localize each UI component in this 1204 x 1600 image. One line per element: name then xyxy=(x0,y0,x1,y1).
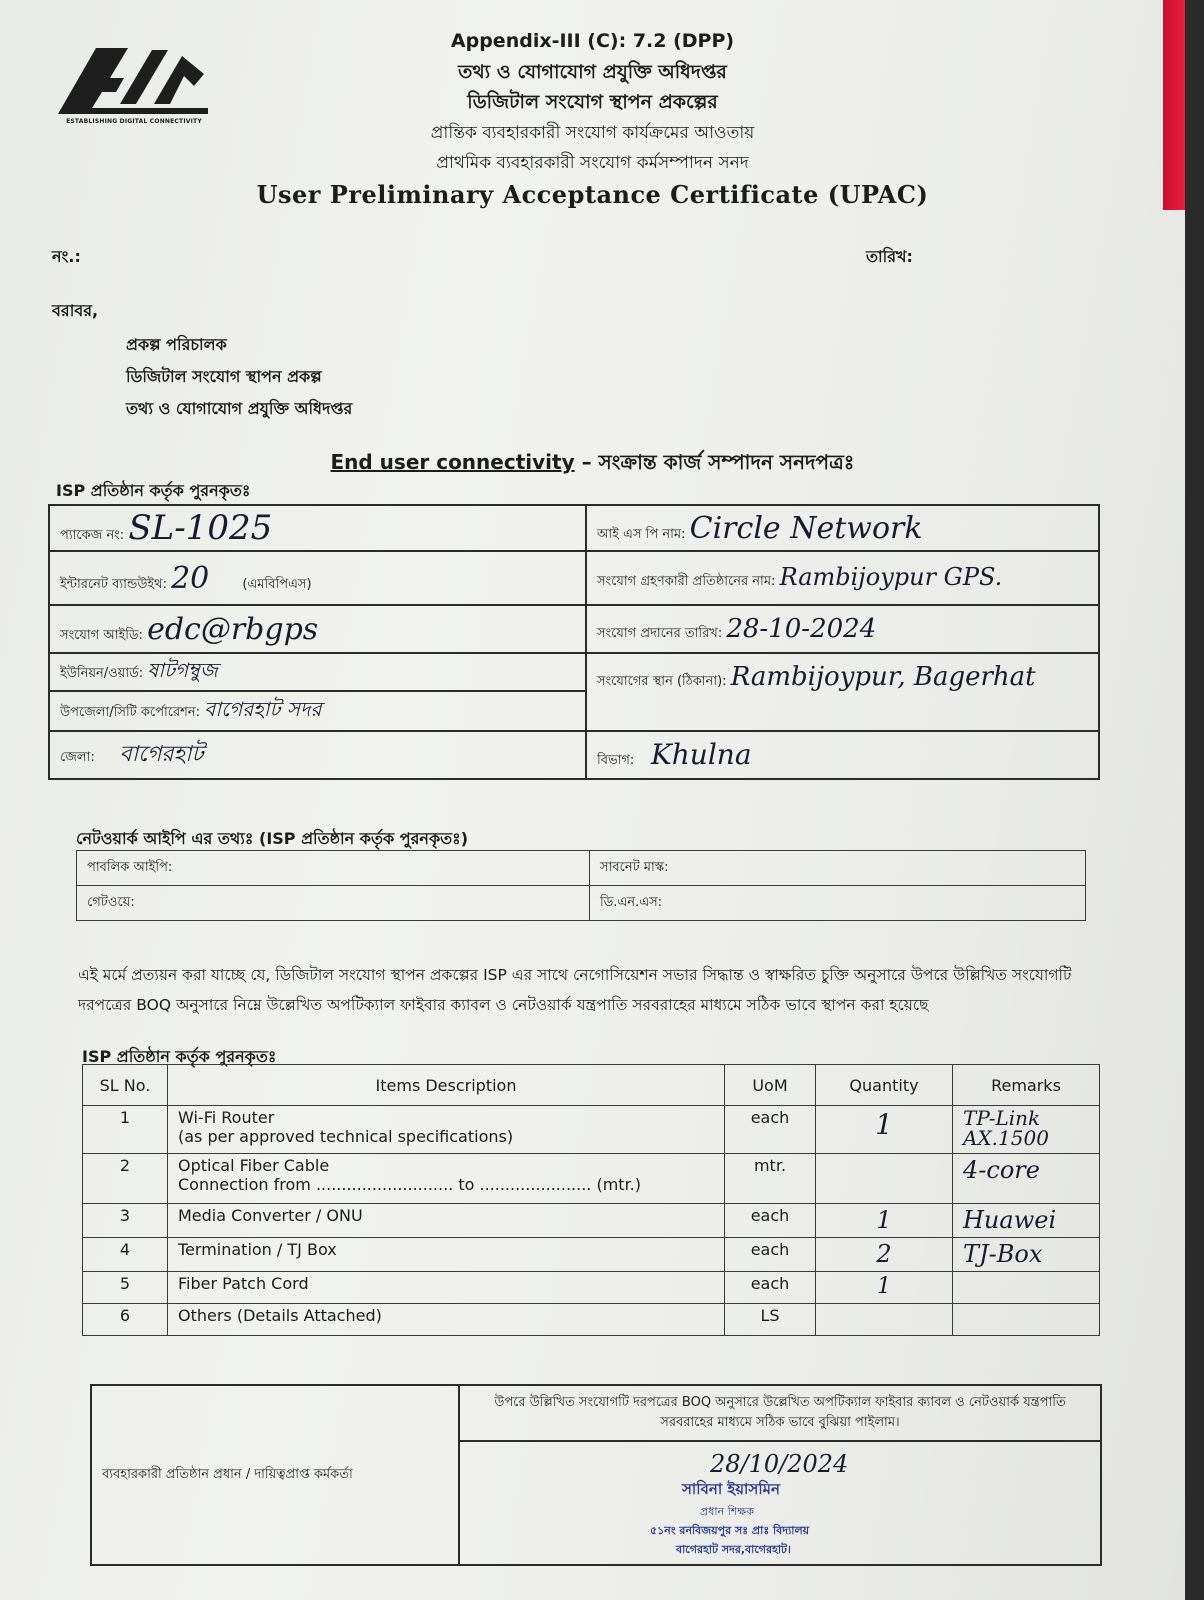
remarks-cell: Huawei xyxy=(953,1204,1100,1238)
col-quantity-header: Quantity xyxy=(816,1065,953,1106)
network-info-table xyxy=(76,850,1086,921)
description-cell xyxy=(168,1106,725,1154)
gateway-label: গেটওয়ে: xyxy=(77,886,590,921)
certificate-title: User Preliminary Acceptance Certificate (UPAC) xyxy=(256,180,929,209)
sl-cell: 6 xyxy=(83,1304,168,1336)
union-cell xyxy=(49,653,586,691)
signoff-left-label: ব্যবহারকারী প্রতিষ্ঠান প্রধান / দায়িত্বপ্রাপ্ত কর্মকর্তা xyxy=(91,1385,459,1565)
connection-date-label: সংযোগ প্রদানের তারিখ: xyxy=(597,625,723,641)
table-row xyxy=(83,1154,1100,1204)
subnet-label: সাবনেট মাস্ক: xyxy=(590,851,1086,886)
connection-id-cell xyxy=(49,605,586,653)
sl-cell: 4 xyxy=(83,1238,168,1272)
description-line-1: Optical Fiber Cable xyxy=(178,1156,330,1175)
district-label: জেলা: xyxy=(60,749,95,765)
package-value: SL-1025 xyxy=(128,508,273,548)
department-name: তথ্য ও যোগাযোগ প্রযুক্তি অধিদপ্তর xyxy=(458,61,727,83)
package-cell xyxy=(49,505,586,551)
uom-cell: each xyxy=(725,1204,816,1238)
description-cell xyxy=(168,1154,725,1204)
date-label: তারিখ: xyxy=(866,247,913,266)
uom-cell: LS xyxy=(725,1304,816,1336)
district-value: বাগেরহাট xyxy=(119,741,204,767)
recipient-value: Rambijoypur GPS. xyxy=(779,563,1003,591)
quantity-cell xyxy=(816,1304,953,1336)
logo-caption: ESTABLISHING DIGITAL CONNECTIVITY xyxy=(66,118,202,125)
remarks-cell xyxy=(953,1304,1100,1336)
address-label: সংযোগের স্থান (ঠিকানা): xyxy=(597,674,727,689)
description-cell: Termination / TJ Box xyxy=(168,1238,725,1272)
remarks-cell xyxy=(953,1272,1100,1304)
remarks-cell: 4-core xyxy=(953,1154,1100,1204)
col-sl-header: SL No. xyxy=(83,1065,168,1106)
description-cell: Others (Details Attached) xyxy=(168,1304,725,1336)
stamp-school: ৫১নং রনবিজয়পুর সঃ প্রাঃ বিদ্যালয় xyxy=(650,1524,810,1537)
remarks-cell: TP-Link AX.1500 xyxy=(953,1106,1100,1154)
description-cell: Media Converter / ONU xyxy=(168,1204,725,1238)
col-uom-header: UoM xyxy=(725,1065,816,1106)
uom-cell: mtr. xyxy=(725,1154,816,1204)
connection-id-label: সংযোগ আইডি: xyxy=(60,627,143,643)
uom-cell: each xyxy=(725,1238,816,1272)
table-row xyxy=(83,1238,1100,1272)
remarks-cell: TJ-Box xyxy=(953,1238,1100,1272)
upazila-cell xyxy=(49,691,586,731)
project-name: ডিজিটাল সংযোগ স্থাপন প্রকল্পের xyxy=(467,91,718,113)
address-cell xyxy=(586,653,1099,731)
items-table xyxy=(82,1064,1100,1336)
isp-name-cell xyxy=(586,505,1099,551)
signoff-table xyxy=(90,1384,1102,1566)
dns-label: ডি.এন.এস: xyxy=(590,886,1086,921)
bandwidth-unit: (এমবিপিএস) xyxy=(242,576,312,592)
signoff-statement: উপরে উল্লিখিত সংযোগটি দরপত্রের BOQ অনুসারে উল্লেখিত অপটিক্যাল ফাইবার ক্যাবল ও নেটওয়ার্ক যন্ত্রপাতি সরবরাহের মাধ্যমে সঠিক ভাবে বুঝিয়া পাইলাম। xyxy=(459,1385,1101,1441)
isp-name-value: Circle Network xyxy=(689,510,923,546)
description-line-2: Connection from ........................... to ...................... (mtr.) xyxy=(178,1175,642,1194)
recipient-cell xyxy=(586,551,1099,605)
connection-info-table xyxy=(48,504,1100,780)
network-info-title: নেটওয়ার্ক আইপি এর তথ্যঃ (ISP প্রতিষ্ঠান কর্তৃক পুরনকৃতঃ) xyxy=(76,829,469,848)
addressee-line-1: প্রকল্প পরিচালক xyxy=(126,335,227,354)
description-line-2: (as per approved technical specifications) xyxy=(178,1127,514,1146)
quantity-cell: 2 xyxy=(816,1238,953,1272)
division-cell xyxy=(586,731,1099,779)
sl-cell: 5 xyxy=(83,1272,168,1304)
union-value: ষাটগম্বুজ xyxy=(147,657,218,682)
number-label: নং.: xyxy=(52,247,81,266)
section-title-english: End user connectivity xyxy=(330,450,575,474)
addressee-line-2: ডিজিটাল সংযোগ স্থাপন প্রকল্প xyxy=(126,367,322,386)
quantity-cell: 1 xyxy=(816,1204,953,1238)
address-value: Rambijoypur, Bagerhat xyxy=(730,662,1036,692)
col-remarks-header: Remarks xyxy=(953,1065,1100,1106)
isp-filled-label-2: ISP প্রতিষ্ঠান কর্তৃক পুরনকৃতঃ xyxy=(82,1047,277,1066)
salutation: বরাবর, xyxy=(52,301,99,320)
quantity-cell: 1 xyxy=(816,1106,953,1154)
table-row xyxy=(83,1106,1100,1154)
union-label: ইউনিয়ন/ওয়ার্ড: xyxy=(60,665,144,681)
signature-date: 28/10/2024 xyxy=(710,1450,849,1478)
division-label: বিভাগ: xyxy=(597,753,635,768)
header-line-3: প্রান্তিক ব্যবহারকারী সংযোগ কার্যক্রমের আওতায় xyxy=(430,123,755,143)
connection-date-cell xyxy=(586,605,1099,653)
district-cell xyxy=(49,731,586,779)
description-line-1: Wi-Fi Router xyxy=(178,1108,275,1127)
header-line-4: প্রাথমিক ব্যবহারকারী সংযোগ কর্মসম্পাদন সনদ xyxy=(436,153,749,173)
package-label: প্যাকেজ নং: xyxy=(60,528,125,543)
upazila-value: বাগেরহাট সদর xyxy=(204,696,322,721)
table-row xyxy=(83,1204,1100,1238)
uom-cell: each xyxy=(725,1272,816,1304)
table-row xyxy=(83,1272,1100,1304)
sl-cell: 1 xyxy=(83,1106,168,1154)
upazila-label: উপজেলা/সিটি কর্পোরেশন: xyxy=(60,704,201,720)
addressee-line-3: তথ্য ও যোগাযোগ প্রযুক্তি অধিদপ্তর xyxy=(126,399,353,418)
quantity-cell xyxy=(816,1154,953,1204)
table-row xyxy=(83,1304,1100,1336)
stamp-name: সাবিনা ইয়াসমিন xyxy=(682,1480,780,1498)
connection-id-value: edc@rbgps xyxy=(147,611,319,647)
division-value: Khulna xyxy=(650,738,752,771)
recipient-label: সংযোগ গ্রহণকারী প্রতিষ্ঠানের নাম: xyxy=(597,574,776,589)
declaration-paragraph: এই মর্মে প্রত্যয়ন করা যাচ্ছে যে, ডিজিটাল সংযোগ স্থাপন প্রকল্পের ISP এর সাথে নেগোসিয়েশন সভার সিদ্ধান্ত ও স্বাক্ষরিত চুক্তি অনুসারে উপরে উল্লিখিত সংযোগটি দরপত্রের BOQ অনুসারে নিম্নে উল্লেখিত অপটিক্যাল ফাইবার ক্যাবল ও নেটওয়ার্ক যন্ত্রপাতি সরবরাহের মাধ্যমে সঠিক ভাবে স্থাপন করা হয়েছে xyxy=(78,966,1072,1014)
public-ip-label: পাবলিক আইপি: xyxy=(77,851,590,886)
section-title xyxy=(0,448,1185,481)
isp-name-label: আই এস পি নাম: xyxy=(597,526,686,542)
sl-cell: 2 xyxy=(83,1154,168,1204)
sl-cell: 3 xyxy=(83,1204,168,1238)
col-description-header: Items Description xyxy=(168,1065,725,1106)
quantity-cell: 1 xyxy=(816,1272,953,1304)
stamp-place: বাগেরহাট সদর,বাগেরহাট। xyxy=(676,1543,791,1556)
section-title-bengali: – সংক্রান্ত কার্জ সম্পাদন সনদপত্রঃ xyxy=(574,450,855,474)
bandwidth-cell xyxy=(49,551,586,605)
signature-cell xyxy=(459,1441,1101,1565)
stamp-title: প্রধান শিক্ষক xyxy=(700,1505,754,1518)
connection-date-value: 28-10-2024 xyxy=(726,613,877,644)
bandwidth-label: ইন্টারনেট ব্যান্ডউইথ: xyxy=(60,576,167,592)
appendix-label: Appendix-III (C): 7.2 (DPP) xyxy=(450,30,735,52)
bandwidth-value: 20 xyxy=(171,560,210,596)
uom-cell: each xyxy=(725,1106,816,1154)
description-cell: Fiber Patch Cord xyxy=(168,1272,725,1304)
isp-filled-label-1: ISP প্রতিষ্ঠান কর্তৃক পুরনকৃতঃ xyxy=(56,481,251,500)
